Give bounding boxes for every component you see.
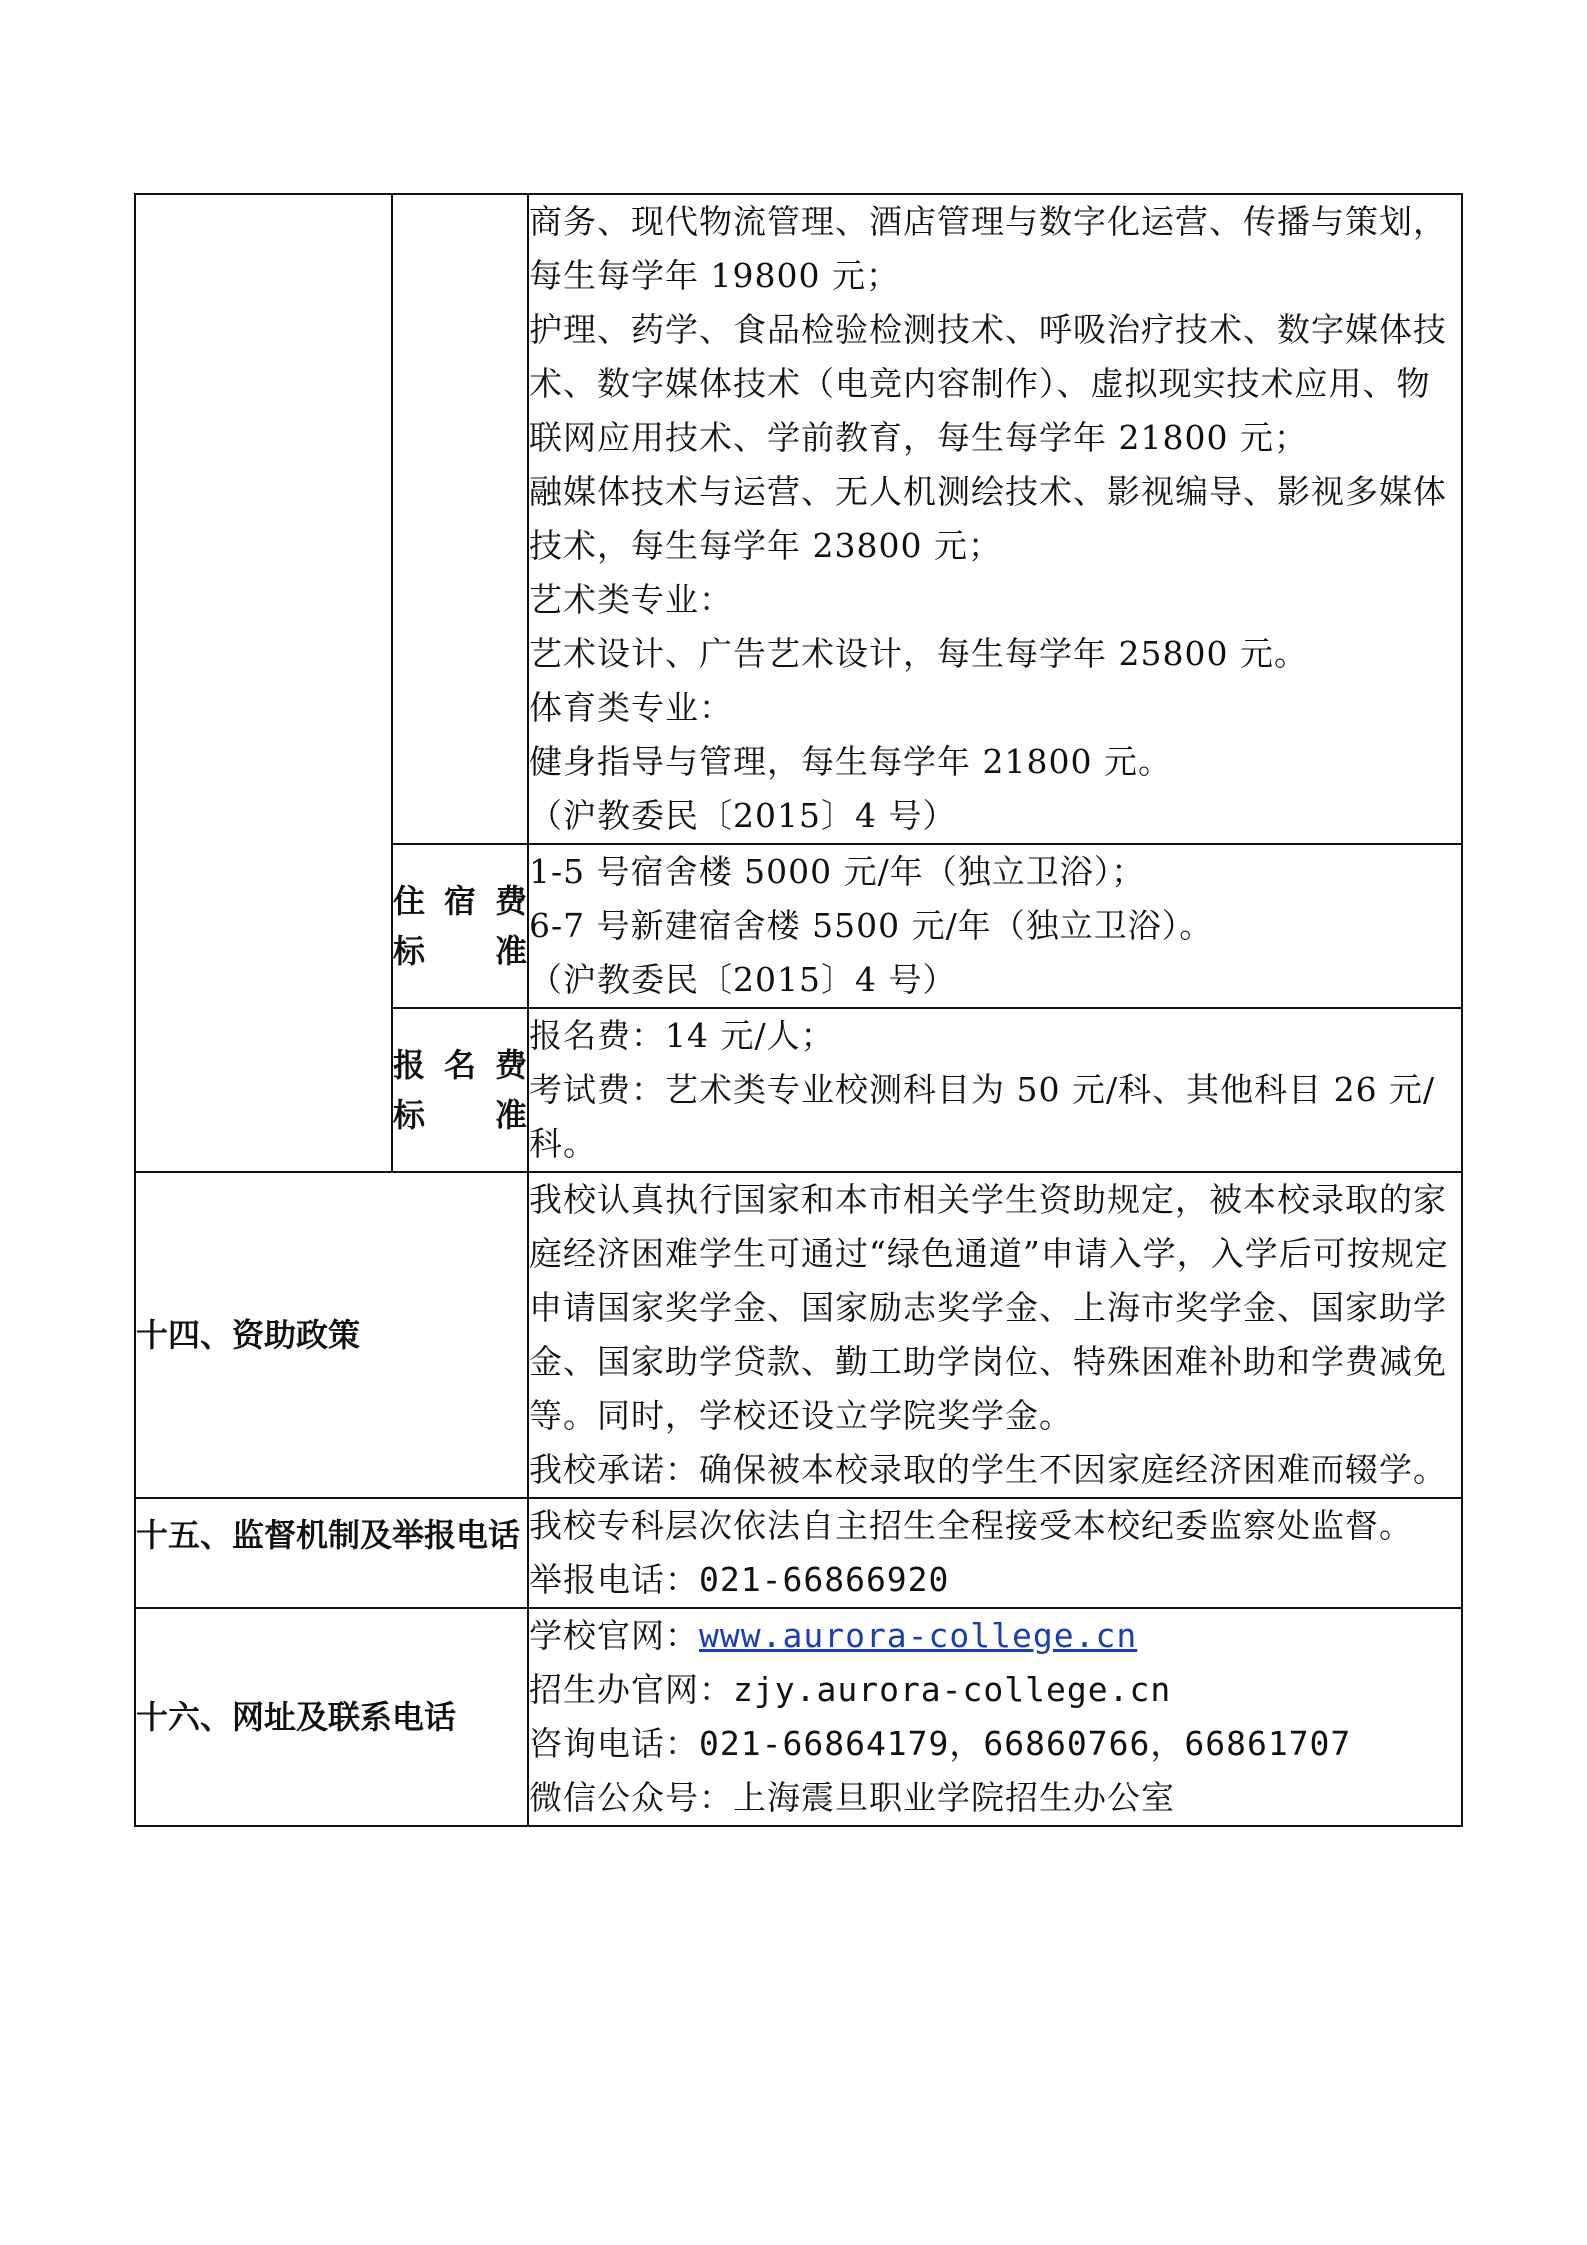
school-website-line xyxy=(529,1609,1461,1663)
registration-line: 报名费：14 元/人； xyxy=(529,1016,835,1055)
tuition-label-cell xyxy=(392,194,528,844)
supervision-title: 十五、监督机制及举报电话 xyxy=(135,1498,528,1608)
tuition-line: 商务、现代物流管理、酒店管理与数字化运营、传播与策划，每生每学年 19800 元； xyxy=(529,202,1447,295)
financial-aid-details xyxy=(528,1172,1462,1498)
registration-fee-details xyxy=(528,1008,1462,1172)
fees-section-title-cell xyxy=(135,194,392,1172)
tuition-line: （沪教委民〔2015〕4 号） xyxy=(529,796,957,835)
financial-aid-paragraph: 我校承诺：确保被本校录取的学生不因家庭经济困难而辍学。 xyxy=(529,1450,1447,1489)
consult-phone-line: 咨询电话：021-66864179，66860766，66861707 xyxy=(529,1724,1352,1763)
accommodation-line: 6-7 号新建宿舍楼 5500 元/年（独立卫浴）。 xyxy=(529,906,1214,945)
accommodation-fee-details xyxy=(528,844,1462,1008)
tuition-line: 护理、药学、食品检验检测技术、呼吸治疗技术、数字媒体技术、数字媒体技术（电竞内容制作）、虚拟现实技术应用、物联网应用技术、学前教育，每生每学年 21800 元； xyxy=(529,310,1447,457)
accommodation-label-cell xyxy=(392,844,528,1008)
contact-row xyxy=(135,1608,1462,1826)
wechat-line: 微信公众号：上海震旦职业学院招生办公室 xyxy=(529,1778,1175,1817)
report-phone: 举报电话：021-66866920 xyxy=(529,1560,950,1599)
tuition-line: 艺术类专业： xyxy=(529,580,733,619)
accommodation-line: 1-5 号宿舍楼 5000 元/年（独立卫浴）； xyxy=(529,852,1146,891)
registration-line: 考试费：艺术类专业校测科目为 50 元/科、其他科目 26 元/科。 xyxy=(529,1070,1436,1163)
financial-aid-paragraph: 我校认真执行国家和本市相关学生资助规定，被本校录取的家庭经济困难学生可通过“绿色通道”申请入学，入学后可按规定申请国家奖学金、国家励志奖学金、上海市奖学金、国家助学金、国家助学贷款、勤工助学岗位、特殊困难补助和学费减免等。同时，学校还设立学院奖学金。 xyxy=(529,1180,1449,1435)
registration-label-cell xyxy=(392,1008,528,1172)
admissions-info-table xyxy=(134,193,1463,1827)
accommodation-line: （沪教委民〔2015〕4 号） xyxy=(529,960,957,999)
supervision-row xyxy=(135,1498,1462,1608)
school-website-label: 学校官网： xyxy=(529,1616,699,1655)
accommodation-label-line1: 住宿费 xyxy=(393,882,527,920)
supervision-paragraph: 我校专科层次依法自主招生全程接受本校纪委监察处监督。 xyxy=(529,1506,1413,1545)
financial-aid-title: 十四、资助政策 xyxy=(135,1172,528,1498)
contact-title: 十六、网址及联系电话 xyxy=(135,1608,528,1826)
school-website-link[interactable]: www.aurora-college.cn xyxy=(699,1616,1138,1655)
financial-aid-row xyxy=(135,1172,1462,1498)
contact-details xyxy=(528,1608,1462,1826)
registration-label-line2: 标 准 xyxy=(393,1096,527,1134)
tuition-fee-row xyxy=(135,194,1462,844)
admissions-website-line: 招生办官网：zjy.aurora-college.cn xyxy=(529,1670,1172,1709)
tuition-fee-details xyxy=(528,194,1462,844)
tuition-line: 融媒体技术与运营、无人机测绘技术、影视编导、影视多媒体技术，每生每学年 23800 元； xyxy=(529,472,1447,565)
registration-label-line1: 报名费 xyxy=(393,1046,527,1084)
tuition-line: 体育类专业： xyxy=(529,688,733,727)
supervision-details xyxy=(528,1498,1462,1608)
tuition-line: 健身指导与管理，每生每学年 21800 元。 xyxy=(529,742,1172,781)
tuition-line: 艺术设计、广告艺术设计，每生每学年 25800 元。 xyxy=(529,634,1308,673)
accommodation-label-line2: 标 准 xyxy=(393,932,527,970)
